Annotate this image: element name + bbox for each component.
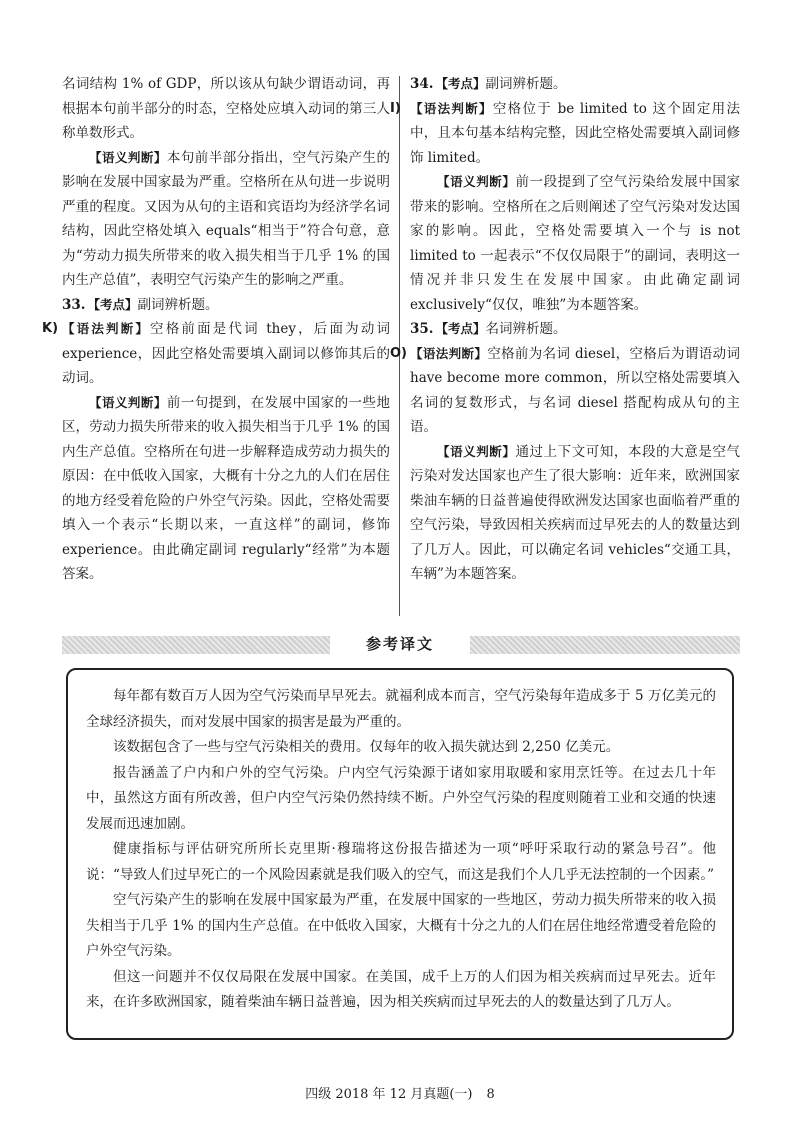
translation-box [66,668,734,1040]
footer-title: 四级 2018 年 12 月真题(一) [305,1087,473,1102]
q34-number: 34. [410,76,434,92]
q34-kaodian-tag: 【考点】 [435,76,486,91]
q32-semantic-analysis [62,146,390,293]
continuation-paragraph: 名词结构 1% of GDP，所以该从句缺少谓语动词，再根据本句前半部分的时态，空格处应填入动词的第三人称单数形式。 [62,76,390,141]
q34-kaodian-text: 副词辨析题。 [485,76,567,92]
q33-grammar-text: 空格前面是代词 they，后面为动词 experience，因此空格处需要填入副词以修饰其后的动词。 [62,321,390,386]
translation-paragraph-3: 报告涵盖了户内和户外的空气污染。户内空气污染源于诸如家用取暖和家用烹饪等。在过去几十年中，虽然这方面有所改善，但户内空气污染仍然持续不断。户外空气污染的程度则随着工业和交通的快速发展而迅速加剧。 [86,764,716,832]
q35-number: 35. [410,321,434,337]
q34-grammar-paragraph [410,97,740,171]
q35-grammar-text: 空格前为名词 diesel，空格后为谓语动词 have become more common，所以空格处需要填入名词的复数形式，与名词 diesel 搭配构成从句的主语。 [410,345,740,435]
q32-semantic-tag: 【语义判断】 [89,149,167,165]
q34-semantic-text: 前一段提到了空气污染给发展中国家带来的影响。空格所在之后则阐述了空气污染对发达国家的影响。因此，空格处需要填入一个与 is not limited to 一起表示“不仅仅局限于”的副词，表明这一情况并非只发生在发展中国家。由此确定副词 exclusively“仅仅，唯独”为本题答案。 [410,174,740,313]
q34-grammar-tag: 【语法判断】 [410,100,493,116]
q35-header [410,317,740,342]
page-footer [0,1083,800,1102]
q33-kaodian-tag: 【考点】 [87,296,138,312]
q33-grammar-tag: 【语法判断】 [62,321,151,336]
q35-kaodian-text: 名词辨析题。 [485,321,567,337]
q35-semantic-text: 通过上下文可知，本段的大意是空气污染对发达国家也产生了很大影响：近年来，欧洲国家柴油车辆的日益普遍使得欧洲发达国家也面临着严重的空气污染，导致因相关疾病而过早死去的人的数量达到了几万人。因此，可以确定名词 vehicles“交通工具，车辆”为本题答案。 [410,443,740,582]
q33-grammar-paragraph [62,317,390,391]
q35-grammar-paragraph [410,342,740,440]
section-title: 参考译文 [330,630,470,658]
translation-paragraph-2: 该数据包含了一些与空气污染相关的费用。仅每年的收入损失就达到 2,250 亿美元。 [113,739,620,755]
translation-paragraph-4: 健康指标与评估研究所所长克里斯·穆瑞将这份报告描述为一项“呼吁采取行动的紧急号召”。他说：“导致人们过早死亡的一个风险因素就是我们吸入的空气，而这是我们个人几乎无法控制的一个因素。” [86,841,716,883]
q33-kaodian-text: 副词辨析题。 [137,296,219,313]
q32-semantic-text: 本句前半部分指出，空气污染产生的影响在发展中国家最为严重。空格所在从句进一步说明严重的程度。又因为从句的主语和宾语均为经济学名词结构，因此空格处填入 equals“相当于”符合句意，意为“劳动力损失所带来的收入损失相当于几乎 1% 的国内生产总值”，表明空气污染产生的影响之严重。 [62,149,390,288]
q34-grammar-text: 空格位于 be limited to 这个固定用法中，且本句基本结构完整，因此空格处需要填入副词修饰 limited。 [410,100,740,166]
q33-header [62,293,390,318]
translation-paragraph-6: 但这一问题并不仅仅局限在发展中国家。在美国，成千上万的人们因为相关疾病而过早死去。近年来，在许多欧洲国家，随着柴油车辆日益普遍，因为相关疾病而过早死去的人的数量达到了几万人。 [86,968,716,1010]
q35-grammar-analysis [390,342,740,440]
page-number: 8 [486,1087,495,1102]
q35-kaodian-tag: 【考点】 [435,321,486,336]
q34-semantic-analysis [410,170,740,317]
q34-semantic-tag: 【语义判断】 [437,174,516,189]
right-column [390,72,740,587]
q35-semantic-analysis [410,440,740,587]
q35-grammar-tag: 【语法判断】 [410,345,488,361]
translation-paragraph-1: 每年都有数百万人因为空气污染而早早死去。就福利成本而言，空气污染每年造成多于 5 万亿美元的全球经济损失，而对发展中国家的损害是最为严重的。 [86,688,716,730]
q34-answer-letter: I) [390,100,401,116]
q33-grammar-analysis [42,317,390,391]
translation-paragraph-5: 空气污染产生的影响在发展中国家最为严重，在发展中国家的一些地区，劳动力损失所带来的收入损失相当于几乎 1% 的国内生产总值。在中低收入国家，大概有十分之九的人们在居住地经常遭受着危险的户外空气污染。 [86,892,716,959]
q33-number: 33. [62,296,86,313]
left-column [42,72,390,587]
q35-answer-letter: O) [390,345,407,361]
q33-answer-letter: K) [42,321,59,336]
q34-header [410,72,740,97]
q33-semantic-analysis [62,391,390,587]
q34-grammar-analysis [390,97,740,171]
q33-semantic-tag: 【语义判断】 [89,394,167,410]
q33-semantic-text: 前一句提到，在发展中国家的一些地区，劳动力损失所带来的收入损失相当于几乎 1% 的国内生产总值。空格所在句进一步解释造成劳动力损失的原因：在中低收入国家，大概有十分之九的人们在居住的地方经受着危险的户外空气污染。因此，空格处需要填入一个表示“长期以来，一直这样”的副词，修饰 experience。由此确定副词 regularly“经常”为本题答案。 [62,394,390,582]
q35-semantic-tag: 【语义判断】 [437,443,516,459]
